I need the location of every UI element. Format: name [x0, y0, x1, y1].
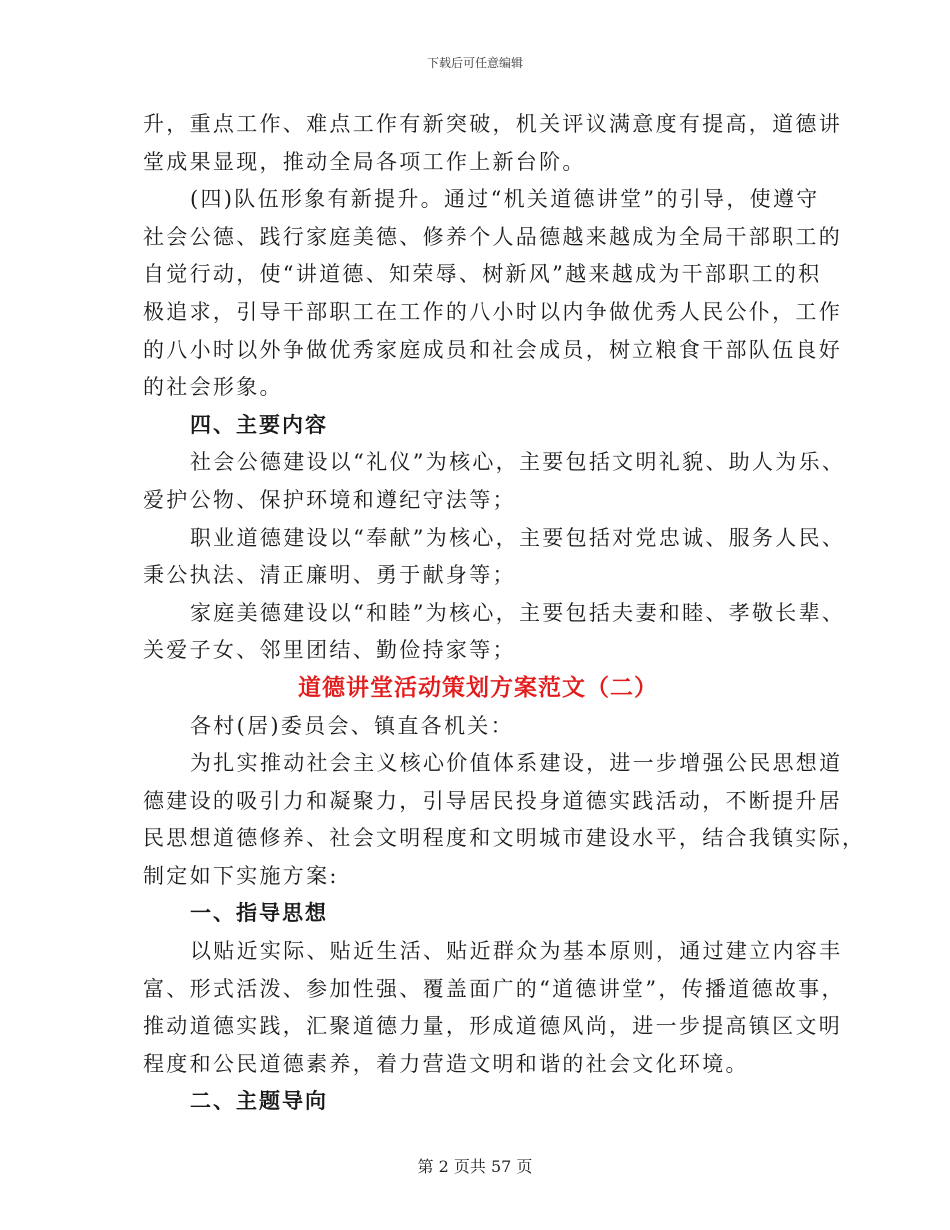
paragraph-line: 德建设的吸引力和凝聚力，引导居民投身道德实践活动，不断提升居	[143, 788, 842, 813]
paragraph-line: 堂成果显现，推动全局各项工作上新台阶。	[143, 149, 586, 174]
page-footer: 第 2 页共 57 页	[417, 1157, 533, 1176]
paragraph-line: 以贴近实际、贴近生活、贴近群众为基本原则，通过建立内容丰	[190, 939, 843, 964]
paragraph-line: 推动道德实践，汇聚道德力量，形成道德风尚，进一步提高镇区文明	[143, 1014, 842, 1039]
paragraph-line: 职业道德建设以“奉献”为核心，主要包括对党忠诚、服务人民、	[190, 525, 846, 550]
document-title: 道德讲堂活动策划方案范文（二）	[298, 674, 658, 701]
paragraph-line: 秉公执法、清正廉明、勇于献身等；	[143, 563, 516, 588]
paragraph-line: 关爱子女、邻里团结、勤俭持家等；	[143, 638, 516, 663]
document-body	[143, 106, 866, 1121]
paragraph-line: 极追求，引导干部职工在工作的八小时以内争做优秀人民公仆，工作	[143, 299, 842, 324]
paragraph-line: 家庭美德建设以“和睦”为核心，主要包括夫妻和睦、孝敬长辈、	[190, 600, 846, 625]
paragraph-line: 富、形式活泼、参加性强、覆盖面广的“道德讲堂”，传播道德故事，	[143, 976, 845, 1001]
paragraph-line: 程度和公民道德素养，着力营造文明和谐的社会文化环境。	[143, 1051, 749, 1076]
paragraph-line: 为扎实推动社会主义核心价值体系建设，进一步增强公民思想道	[190, 751, 843, 776]
paragraph-line: 民思想道德修养、社会文明程度和文明城市建设水平，结合我镇实际，	[143, 826, 866, 851]
section-heading: 四、主要内容	[190, 412, 328, 437]
paragraph-line: (四)队伍形象有新提升。通过“机关道德讲堂”的引导，使遵守	[190, 187, 820, 212]
paragraph-line: 爱护公物、保护环境和遵纪守法等；	[143, 487, 516, 512]
section-heading: 二、主题导向	[190, 1089, 328, 1114]
section-heading: 一、指导思想	[190, 901, 328, 926]
paragraph-line: 升，重点工作、难点工作有新突破，机关评议满意度有提高，道德讲	[143, 112, 842, 136]
paragraph-line: 社会公德、践行家庭美德、修养个人品德越来越成为全局干部职工的	[143, 224, 842, 249]
paragraph-line: 自觉行动，使“讲道德、知荣辱、树新风”越来越成为干部职工的积	[143, 262, 822, 287]
paragraph-line: 各村(居)委员会、镇直各机关：	[190, 713, 514, 738]
paragraph-line: 的社会形象。	[143, 375, 283, 400]
paragraph-line: 社会公德建设以“礼仪”为核心，主要包括文明礼貌、助人为乐、	[190, 450, 846, 475]
paragraph-line: 的八小时以外争做优秀家庭成员和社会成员，树立粮食干部队伍良好	[143, 337, 842, 362]
page-header: 下载后可任意编辑	[426, 56, 523, 70]
paragraph-line: 制定如下实施方案:	[143, 863, 339, 888]
